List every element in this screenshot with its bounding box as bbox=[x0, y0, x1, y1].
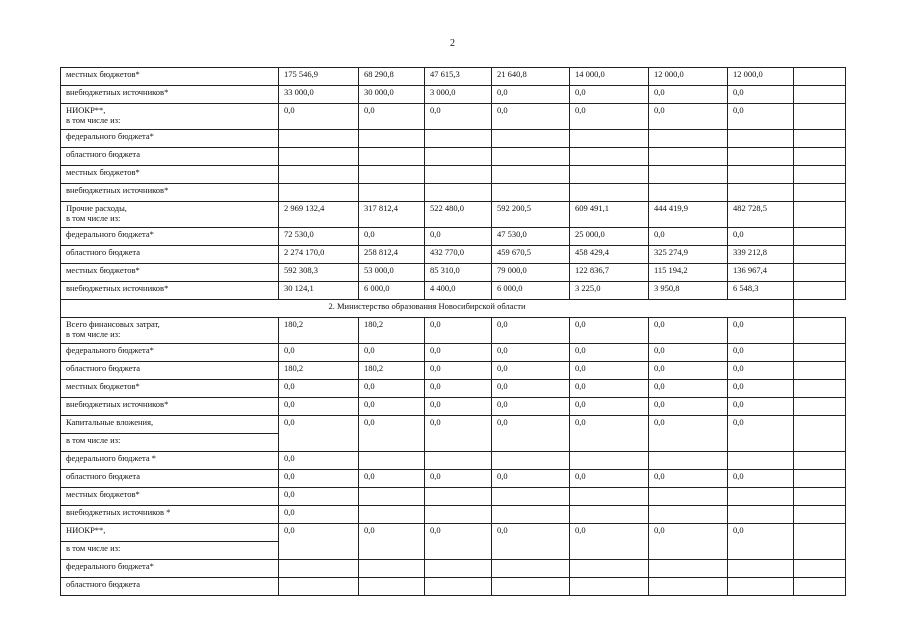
row-label bbox=[61, 362, 279, 380]
table-cell: 0,0 bbox=[649, 398, 728, 416]
table-cell bbox=[425, 560, 492, 578]
table-cell bbox=[728, 148, 794, 166]
row-label-line: местных бюджетов* bbox=[66, 265, 140, 275]
table-row bbox=[61, 148, 846, 166]
table-cell bbox=[359, 578, 425, 596]
table-cell: 3 000,0 bbox=[425, 86, 492, 104]
table-cell: 0,0 bbox=[570, 398, 649, 416]
table-cell: 0,0 bbox=[728, 86, 794, 104]
table-cell bbox=[279, 184, 359, 202]
row-label bbox=[61, 398, 279, 416]
row-label bbox=[61, 68, 279, 86]
table-cell: 0,0 bbox=[492, 104, 570, 130]
table-cell: 0,0 bbox=[728, 318, 794, 344]
table-cell bbox=[794, 398, 846, 416]
table-cell bbox=[425, 578, 492, 596]
table-cell: 0,0 bbox=[359, 524, 425, 560]
table-cell: 0,0 bbox=[279, 470, 359, 488]
table-cell: 325 274,9 bbox=[649, 246, 728, 264]
table-cell bbox=[425, 148, 492, 166]
table-cell: 53 000,0 bbox=[359, 264, 425, 282]
table-cell bbox=[492, 578, 570, 596]
table-cell: 0,0 bbox=[425, 470, 492, 488]
table-cell bbox=[728, 184, 794, 202]
niokr-body bbox=[61, 524, 846, 596]
table-cell bbox=[570, 506, 649, 524]
table-cell: 0,0 bbox=[728, 344, 794, 362]
row-label bbox=[61, 166, 279, 184]
table-cell bbox=[279, 166, 359, 184]
table-cell bbox=[570, 452, 649, 470]
table-cell bbox=[649, 506, 728, 524]
table-cell bbox=[570, 578, 649, 596]
row-label bbox=[61, 264, 279, 282]
page-number: 2 bbox=[450, 38, 455, 49]
table-row bbox=[61, 560, 846, 578]
table-cell bbox=[425, 166, 492, 184]
table-cell: 136 967,4 bbox=[728, 264, 794, 282]
row-label-line: местных бюджетов* bbox=[66, 69, 140, 79]
table-cell: 0,0 bbox=[649, 362, 728, 380]
table-cell: 72 530,0 bbox=[279, 228, 359, 246]
table-cell bbox=[794, 148, 846, 166]
table-cell: 0,0 bbox=[570, 318, 649, 344]
section-header-body bbox=[61, 300, 846, 318]
table-cell bbox=[794, 318, 846, 344]
table-cell bbox=[570, 488, 649, 506]
table-cell bbox=[359, 560, 425, 578]
table-row bbox=[61, 362, 846, 380]
table-cell bbox=[492, 560, 570, 578]
table-row bbox=[61, 578, 846, 596]
section-title: 2. Министерство образования Новосибирской области bbox=[61, 300, 794, 318]
table-cell: 2 969 132,4 bbox=[279, 202, 359, 228]
table-cell bbox=[425, 452, 492, 470]
table-cell bbox=[649, 560, 728, 578]
table-cell bbox=[359, 506, 425, 524]
table-cell bbox=[425, 488, 492, 506]
table-cell bbox=[492, 166, 570, 184]
table-cell bbox=[492, 184, 570, 202]
table-cell: 0,0 bbox=[570, 416, 649, 452]
table-cell: 180,2 bbox=[359, 318, 425, 344]
row-label bbox=[61, 148, 279, 166]
table-cell bbox=[794, 228, 846, 246]
table-cell: 0,0 bbox=[570, 524, 649, 560]
table-row bbox=[61, 524, 846, 542]
table-cell bbox=[570, 166, 649, 184]
table-cell bbox=[728, 488, 794, 506]
table-cell bbox=[570, 148, 649, 166]
table-cell bbox=[794, 68, 846, 86]
table-cell: 180,2 bbox=[279, 318, 359, 344]
table-cell: 6 000,0 bbox=[492, 282, 570, 300]
row-label bbox=[61, 228, 279, 246]
table-cell: 339 212,8 bbox=[728, 246, 794, 264]
table-cell bbox=[794, 202, 846, 228]
table-row bbox=[61, 282, 846, 300]
table-cell bbox=[794, 578, 846, 596]
table-cell bbox=[570, 130, 649, 148]
table-cell bbox=[794, 380, 846, 398]
table-cell: 0,0 bbox=[570, 344, 649, 362]
table-cell: 12 000,0 bbox=[649, 68, 728, 86]
table-row bbox=[61, 246, 846, 264]
table-cell: 47 530,0 bbox=[492, 228, 570, 246]
row-label-line: в том числе из: bbox=[66, 329, 121, 339]
table-cell bbox=[794, 282, 846, 300]
table-row bbox=[61, 202, 846, 228]
row-label bbox=[61, 246, 279, 264]
table-cell: 522 480,0 bbox=[425, 202, 492, 228]
table-cell: 0,0 bbox=[425, 228, 492, 246]
table-cell: 0,0 bbox=[492, 318, 570, 344]
table-cell: 0,0 bbox=[425, 398, 492, 416]
table-cell bbox=[794, 416, 846, 452]
table-cell bbox=[425, 506, 492, 524]
row-label-line: федерального бюджета* bbox=[66, 345, 154, 355]
table-cell: 3 225,0 bbox=[570, 282, 649, 300]
table-cell bbox=[728, 452, 794, 470]
table-cell bbox=[794, 130, 846, 148]
row-label: местных бюджетов* bbox=[61, 488, 279, 506]
table-cell: 0,0 bbox=[425, 104, 492, 130]
table-cell bbox=[728, 166, 794, 184]
table-cell: 317 812,4 bbox=[359, 202, 425, 228]
table-cell bbox=[279, 560, 359, 578]
capital-investments-body bbox=[61, 416, 846, 524]
table-cell: 47 615,3 bbox=[425, 68, 492, 86]
table-cell bbox=[794, 524, 846, 560]
table-cell: 14 000,0 bbox=[570, 68, 649, 86]
table-cell bbox=[425, 184, 492, 202]
table-cell: 33 000,0 bbox=[279, 86, 359, 104]
row-label-line: федерального бюджета* bbox=[66, 229, 154, 239]
table-cell bbox=[492, 148, 570, 166]
table-cell bbox=[425, 130, 492, 148]
table-cell: 0,0 bbox=[728, 398, 794, 416]
table-cell: 6 548,3 bbox=[728, 282, 794, 300]
table-cell bbox=[794, 104, 846, 130]
table-cell: 459 670,5 bbox=[492, 246, 570, 264]
table-cell: 0,0 bbox=[649, 524, 728, 560]
table-cell: 0,0 bbox=[279, 506, 359, 524]
table-cell bbox=[728, 560, 794, 578]
table-cell: 0,0 bbox=[728, 104, 794, 130]
table-cell: 3 950,8 bbox=[649, 282, 728, 300]
row-label bbox=[61, 86, 279, 104]
table-cell bbox=[728, 506, 794, 524]
table-cell bbox=[649, 166, 728, 184]
table-cell bbox=[279, 578, 359, 596]
row-label bbox=[61, 104, 279, 130]
table-cell: 0,0 bbox=[359, 344, 425, 362]
table-cell: 609 491,1 bbox=[570, 202, 649, 228]
table-cell bbox=[794, 452, 846, 470]
table-cell bbox=[279, 148, 359, 166]
row-label-line: местных бюджетов* bbox=[66, 167, 140, 177]
table-cell: 0,0 bbox=[649, 380, 728, 398]
table-cell bbox=[279, 130, 359, 148]
table-cell: 258 812,4 bbox=[359, 246, 425, 264]
row-label-line: внебюджетных источников* bbox=[66, 185, 169, 195]
table-cell: 0,0 bbox=[728, 362, 794, 380]
row-label: федерального бюджета* bbox=[61, 560, 279, 578]
table-cell: 0,0 bbox=[649, 416, 728, 452]
table-cell bbox=[794, 362, 846, 380]
table-cell bbox=[570, 184, 649, 202]
table-cell: 0,0 bbox=[359, 416, 425, 452]
row-label-line: местных бюджетов* bbox=[66, 381, 140, 391]
table-row bbox=[61, 488, 846, 506]
table-cell: 0,0 bbox=[649, 344, 728, 362]
table-cell: 0,0 bbox=[279, 488, 359, 506]
table-cell bbox=[359, 452, 425, 470]
row-label: НИОКР**, bbox=[61, 524, 279, 542]
table-cell bbox=[359, 184, 425, 202]
table-cell: 0,0 bbox=[570, 380, 649, 398]
table-cell bbox=[728, 130, 794, 148]
row-label-line: областного бюджета bbox=[66, 149, 141, 159]
table-row bbox=[61, 86, 846, 104]
table-cell: 0,0 bbox=[492, 470, 570, 488]
table-body-bottom bbox=[61, 318, 846, 416]
row-label-line: внебюджетных источников* bbox=[66, 87, 169, 97]
table-body-top bbox=[61, 68, 846, 300]
table-cell: 0,0 bbox=[570, 104, 649, 130]
row-label-line: областного бюджета bbox=[66, 247, 141, 257]
table-cell bbox=[794, 264, 846, 282]
row-label-line: в том числе из: bbox=[66, 115, 121, 125]
table-cell: 0,0 bbox=[492, 524, 570, 560]
table-cell: 458 429,4 bbox=[570, 246, 649, 264]
table-cell bbox=[492, 488, 570, 506]
table-cell: 0,0 bbox=[570, 470, 649, 488]
table-cell: 0,0 bbox=[359, 104, 425, 130]
table-cell bbox=[794, 246, 846, 264]
table-cell: 0,0 bbox=[425, 380, 492, 398]
row-label-line: НИОКР**, bbox=[66, 105, 106, 115]
table-cell bbox=[359, 130, 425, 148]
table-cell bbox=[794, 344, 846, 362]
row-label-line: внебюджетных источников* bbox=[66, 399, 169, 409]
row-label: внебюджетных источников * bbox=[61, 506, 279, 524]
table-cell: 122 836,7 bbox=[570, 264, 649, 282]
table-cell bbox=[794, 184, 846, 202]
table-cell: 0,0 bbox=[728, 524, 794, 560]
table-row bbox=[61, 380, 846, 398]
table-cell: 85 310,0 bbox=[425, 264, 492, 282]
table-cell bbox=[649, 148, 728, 166]
table-row bbox=[61, 166, 846, 184]
table-cell: 0,0 bbox=[492, 416, 570, 452]
table-cell: 79 000,0 bbox=[492, 264, 570, 282]
table-cell: 0,0 bbox=[279, 380, 359, 398]
row-label bbox=[61, 318, 279, 344]
table-cell: 0,0 bbox=[492, 344, 570, 362]
table-cell bbox=[794, 166, 846, 184]
table-cell: 0,0 bbox=[359, 398, 425, 416]
table-cell: 0,0 bbox=[649, 86, 728, 104]
table-row bbox=[61, 416, 846, 434]
table-cell: 0,0 bbox=[649, 470, 728, 488]
row-label bbox=[61, 380, 279, 398]
table-cell bbox=[794, 470, 846, 488]
row-label bbox=[61, 344, 279, 362]
table-cell bbox=[794, 86, 846, 104]
table-cell: 0,0 bbox=[570, 362, 649, 380]
table-cell bbox=[492, 506, 570, 524]
table-cell: 6 000,0 bbox=[359, 282, 425, 300]
table-row bbox=[61, 344, 846, 362]
table-cell: 0,0 bbox=[425, 362, 492, 380]
table-cell bbox=[728, 578, 794, 596]
table-cell: 0,0 bbox=[279, 344, 359, 362]
table-row bbox=[61, 68, 846, 86]
table-cell: 180,2 bbox=[279, 362, 359, 380]
table-cell: 0,0 bbox=[728, 416, 794, 452]
table-cell: 180,2 bbox=[359, 362, 425, 380]
row-label: в том числе из: bbox=[61, 542, 279, 560]
table-cell: 0,0 bbox=[492, 362, 570, 380]
table-cell: 0,0 bbox=[492, 86, 570, 104]
table-cell: 2 274 170,0 bbox=[279, 246, 359, 264]
table-cell: 0,0 bbox=[728, 470, 794, 488]
table-cell: 115 194,2 bbox=[649, 264, 728, 282]
table-row bbox=[61, 398, 846, 416]
table-cell: 592 200,5 bbox=[492, 202, 570, 228]
table-cell: 4 400,0 bbox=[425, 282, 492, 300]
row-label bbox=[61, 282, 279, 300]
table-cell: 12 000,0 bbox=[728, 68, 794, 86]
table-row bbox=[61, 452, 846, 470]
table-cell bbox=[492, 452, 570, 470]
table-row bbox=[61, 506, 846, 524]
row-label-line: внебюджетных источников* bbox=[66, 283, 169, 293]
table-cell: 21 640,8 bbox=[492, 68, 570, 86]
table-cell: 0,0 bbox=[649, 318, 728, 344]
table-cell: 0,0 bbox=[570, 86, 649, 104]
table-cell: 0,0 bbox=[492, 380, 570, 398]
table-cell: 0,0 bbox=[425, 524, 492, 560]
table-cell bbox=[359, 166, 425, 184]
table-cell: 0,0 bbox=[359, 470, 425, 488]
table-cell: 0,0 bbox=[425, 318, 492, 344]
table-cell bbox=[649, 184, 728, 202]
row-label bbox=[61, 130, 279, 148]
table-cell: 0,0 bbox=[425, 344, 492, 362]
table-cell: 0,0 bbox=[279, 416, 359, 452]
table-row bbox=[61, 264, 846, 282]
table-cell: 0,0 bbox=[425, 416, 492, 452]
row-label: в том числе из: bbox=[61, 434, 279, 452]
table-row bbox=[61, 470, 846, 488]
table-cell bbox=[794, 506, 846, 524]
table-cell bbox=[570, 560, 649, 578]
table-cell bbox=[649, 578, 728, 596]
table-row bbox=[61, 104, 846, 130]
table-cell: 68 290,8 bbox=[359, 68, 425, 86]
table-cell: 444 419,9 bbox=[649, 202, 728, 228]
table-cell bbox=[794, 560, 846, 578]
budget-table bbox=[60, 67, 846, 596]
table-cell: 30 124,1 bbox=[279, 282, 359, 300]
table-cell: 0,0 bbox=[279, 524, 359, 560]
row-label-line: областного бюджета bbox=[66, 363, 141, 373]
table-cell bbox=[649, 130, 728, 148]
table-row bbox=[61, 318, 846, 344]
table-row bbox=[61, 130, 846, 148]
table-cell: 0,0 bbox=[728, 380, 794, 398]
table-cell bbox=[492, 130, 570, 148]
row-label: Капитальные вложения, bbox=[61, 416, 279, 434]
table-cell: 482 728,5 bbox=[728, 202, 794, 228]
row-label-line: Всего финансовых затрат, bbox=[66, 319, 160, 329]
row-label-line: Прочие расходы, bbox=[66, 203, 127, 213]
table-cell bbox=[649, 488, 728, 506]
row-label-line: в том числе из: bbox=[66, 213, 121, 223]
row-label: федерального бюджета * bbox=[61, 452, 279, 470]
table-cell: 0,0 bbox=[649, 228, 728, 246]
table-cell: 0,0 bbox=[279, 398, 359, 416]
table-cell bbox=[649, 452, 728, 470]
table-cell: 0,0 bbox=[492, 398, 570, 416]
table-cell: 175 546,9 bbox=[279, 68, 359, 86]
row-label-line: федерального бюджета* bbox=[66, 131, 154, 141]
table-cell: 592 308,3 bbox=[279, 264, 359, 282]
row-label bbox=[61, 202, 279, 228]
table-cell: 432 770,0 bbox=[425, 246, 492, 264]
table-cell: 0,0 bbox=[279, 452, 359, 470]
table-row bbox=[61, 228, 846, 246]
table-cell: 0,0 bbox=[649, 104, 728, 130]
row-label: областного бюджета bbox=[61, 578, 279, 596]
table-cell: 0,0 bbox=[728, 228, 794, 246]
table-cell bbox=[794, 488, 846, 506]
table-row bbox=[61, 184, 846, 202]
table-cell: 30 000,0 bbox=[359, 86, 425, 104]
table-cell: 0,0 bbox=[359, 228, 425, 246]
table-cell: 0,0 bbox=[279, 104, 359, 130]
row-label bbox=[61, 184, 279, 202]
table-cell: 25 000,0 bbox=[570, 228, 649, 246]
table-cell bbox=[359, 148, 425, 166]
row-label: областного бюджета bbox=[61, 470, 279, 488]
table-cell: 0,0 bbox=[359, 380, 425, 398]
table-cell bbox=[359, 488, 425, 506]
